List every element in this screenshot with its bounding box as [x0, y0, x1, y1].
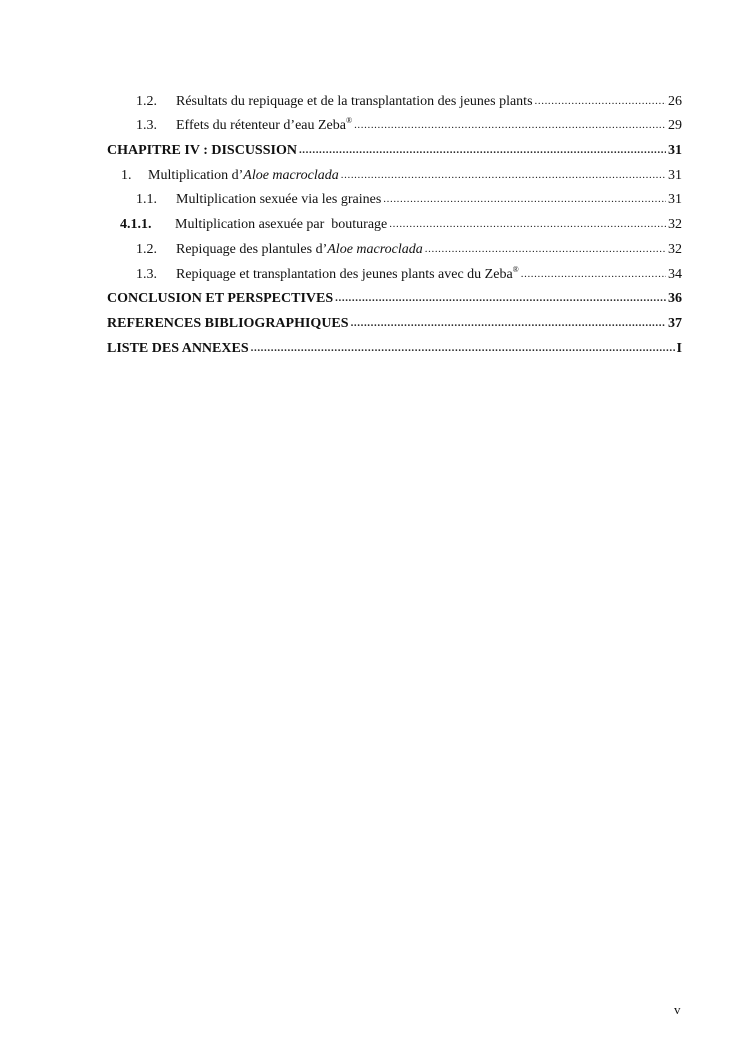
toc-entry-number: 4.1.1. [120, 217, 152, 233]
registered-mark: ® [512, 264, 519, 274]
dot-leader [535, 92, 666, 110]
dot-leader [389, 215, 666, 233]
toc-entry-number: 1.3. [136, 118, 157, 134]
toc-entry-chapter[interactable] [107, 308, 682, 333]
toc-entry-page: 31 [668, 143, 682, 159]
toc-entry-title: LISTE DES ANNEXES [107, 340, 249, 356]
toc-entry[interactable] [107, 259, 682, 284]
toc-entry-page: 31 [668, 192, 682, 208]
dot-leader [351, 314, 666, 332]
toc-entry-title: Repiquage des plantules d’Aloe macroclada [176, 241, 423, 257]
toc-entry-title: Repiquage et transplantation des jeunes plants avec du Zeba® [176, 264, 519, 282]
dot-leader [354, 116, 666, 134]
toc-entry-number: 1.2. [136, 93, 157, 109]
toc-entry-page: 36 [668, 291, 682, 307]
toc-entry-title: Multiplication asexuée par bouturage [175, 217, 388, 233]
toc-entry-page: 32 [668, 217, 682, 233]
table-of-contents [107, 86, 682, 358]
dot-leader [251, 339, 675, 357]
toc-entry-number: 1. [121, 167, 132, 183]
toc-entry[interactable] [107, 111, 682, 136]
species-name: Aloe macroclada [327, 241, 423, 257]
toc-entry-number: 1.2. [136, 241, 157, 257]
toc-entry-number: 1.1. [136, 192, 157, 208]
toc-entry-title: Multiplication d’Aloe macroclada [148, 167, 339, 183]
toc-entry-title: REFERENCES BIBLIOGRAPHIQUES [107, 315, 349, 331]
toc-entry-title: Multiplication sexuée via les graines [176, 192, 382, 208]
toc-entry[interactable] [107, 160, 682, 185]
toc-entry-page: 31 [668, 167, 682, 183]
toc-entry-title: Effets du rétenteur d’eau Zeba® [176, 116, 353, 134]
dot-leader [335, 289, 666, 307]
toc-entry-page: 32 [668, 241, 682, 257]
dot-leader [341, 166, 666, 184]
dot-leader [299, 141, 666, 159]
toc-entry-chapter[interactable] [107, 135, 682, 160]
toc-entry-title: CHAPITRE IV : DISCUSSION [107, 143, 297, 159]
toc-entry-title: CONCLUSION ET PERSPECTIVES [107, 291, 334, 307]
toc-entry-chapter[interactable] [107, 333, 682, 358]
toc-entry[interactable] [107, 86, 682, 111]
toc-entry[interactable] [107, 234, 682, 259]
toc-entry[interactable] [107, 185, 682, 210]
toc-entry-page: 29 [668, 118, 682, 134]
toc-entry-page: I [676, 340, 682, 356]
dot-leader [383, 190, 666, 208]
dot-leader [425, 240, 666, 258]
page-number: v [674, 1002, 681, 1017]
dot-leader [521, 265, 666, 283]
toc-entry-title: Résultats du repiquage et de la transplantation des jeunes plants [176, 93, 533, 109]
registered-mark: ® [346, 116, 353, 126]
toc-entry-number: 1.3. [136, 266, 157, 282]
toc-entry-chapter[interactable] [107, 284, 682, 309]
toc-entry-page: 26 [668, 93, 682, 109]
toc-entry-page: 34 [668, 266, 682, 282]
species-name: Aloe macroclada [243, 167, 339, 183]
toc-entry[interactable] [107, 209, 682, 234]
toc-entry-page: 37 [668, 315, 682, 331]
